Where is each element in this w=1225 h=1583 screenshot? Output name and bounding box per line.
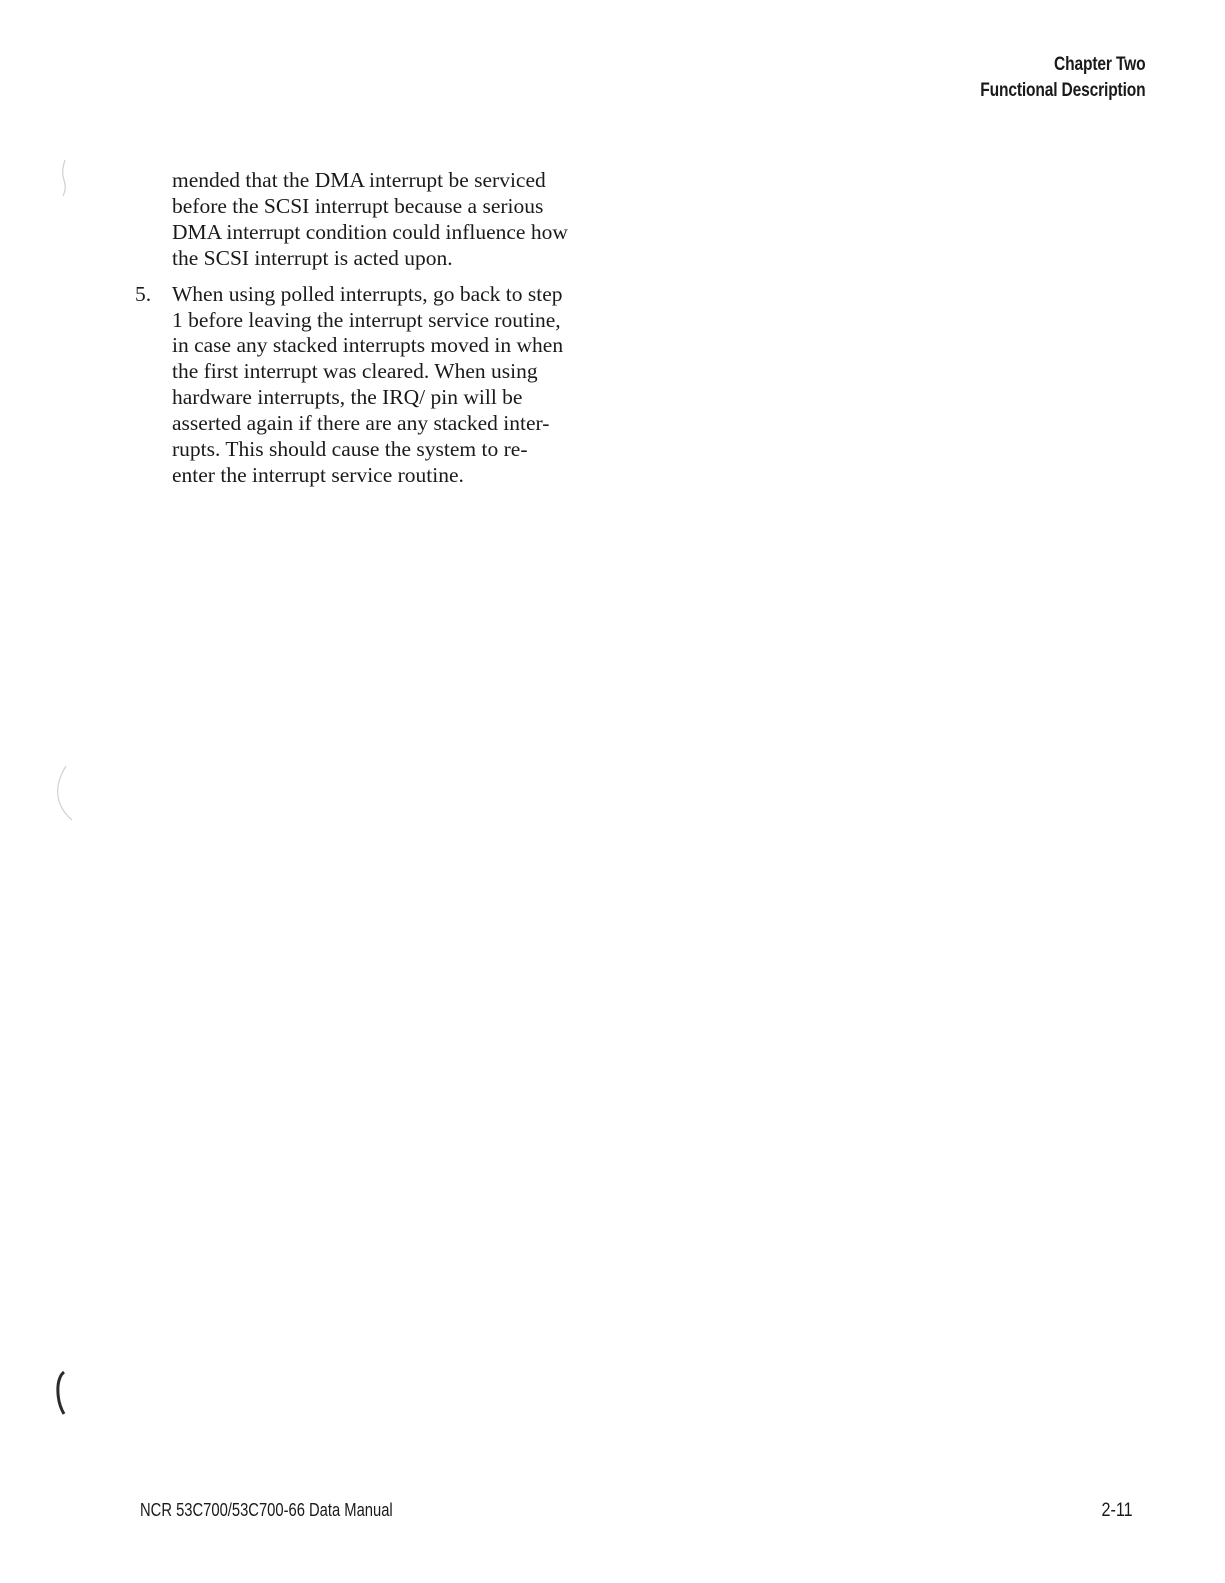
section-title: Functional Description (979, 80, 1145, 101)
list-item (135, 282, 615, 489)
body-text (135, 168, 615, 489)
scan-mark (50, 762, 80, 822)
binding-mark (50, 1368, 70, 1418)
list-item-text: When using polled interrupts, go back to step 1 before leaving the interrupt service routine, in case any stacked interrupts moved in when the first interrupt was cleared. When using hardware interrupts, the IRQ/ pin will be asserted again if there are any stacked inter- rupts. This should cause the system to re- enter the interrupt service routine. (172, 281, 564, 487)
chapter-title: Chapter Two (1053, 54, 1145, 75)
footer-manual-title: NCR 53C700/53C700-66 Data Manual (140, 1500, 393, 1520)
page-number: 2-11 (1101, 1500, 1133, 1521)
continued-paragraph: mended that the DMA interrupt be serviced before the SCSI interrupt because a serious DMA interrupt condition could influence how the SCSI interrupt is acted upon. (172, 168, 568, 270)
scan-mark (55, 158, 75, 198)
list-item-number: 5. (135, 281, 152, 306)
running-header (980, 52, 1145, 104)
